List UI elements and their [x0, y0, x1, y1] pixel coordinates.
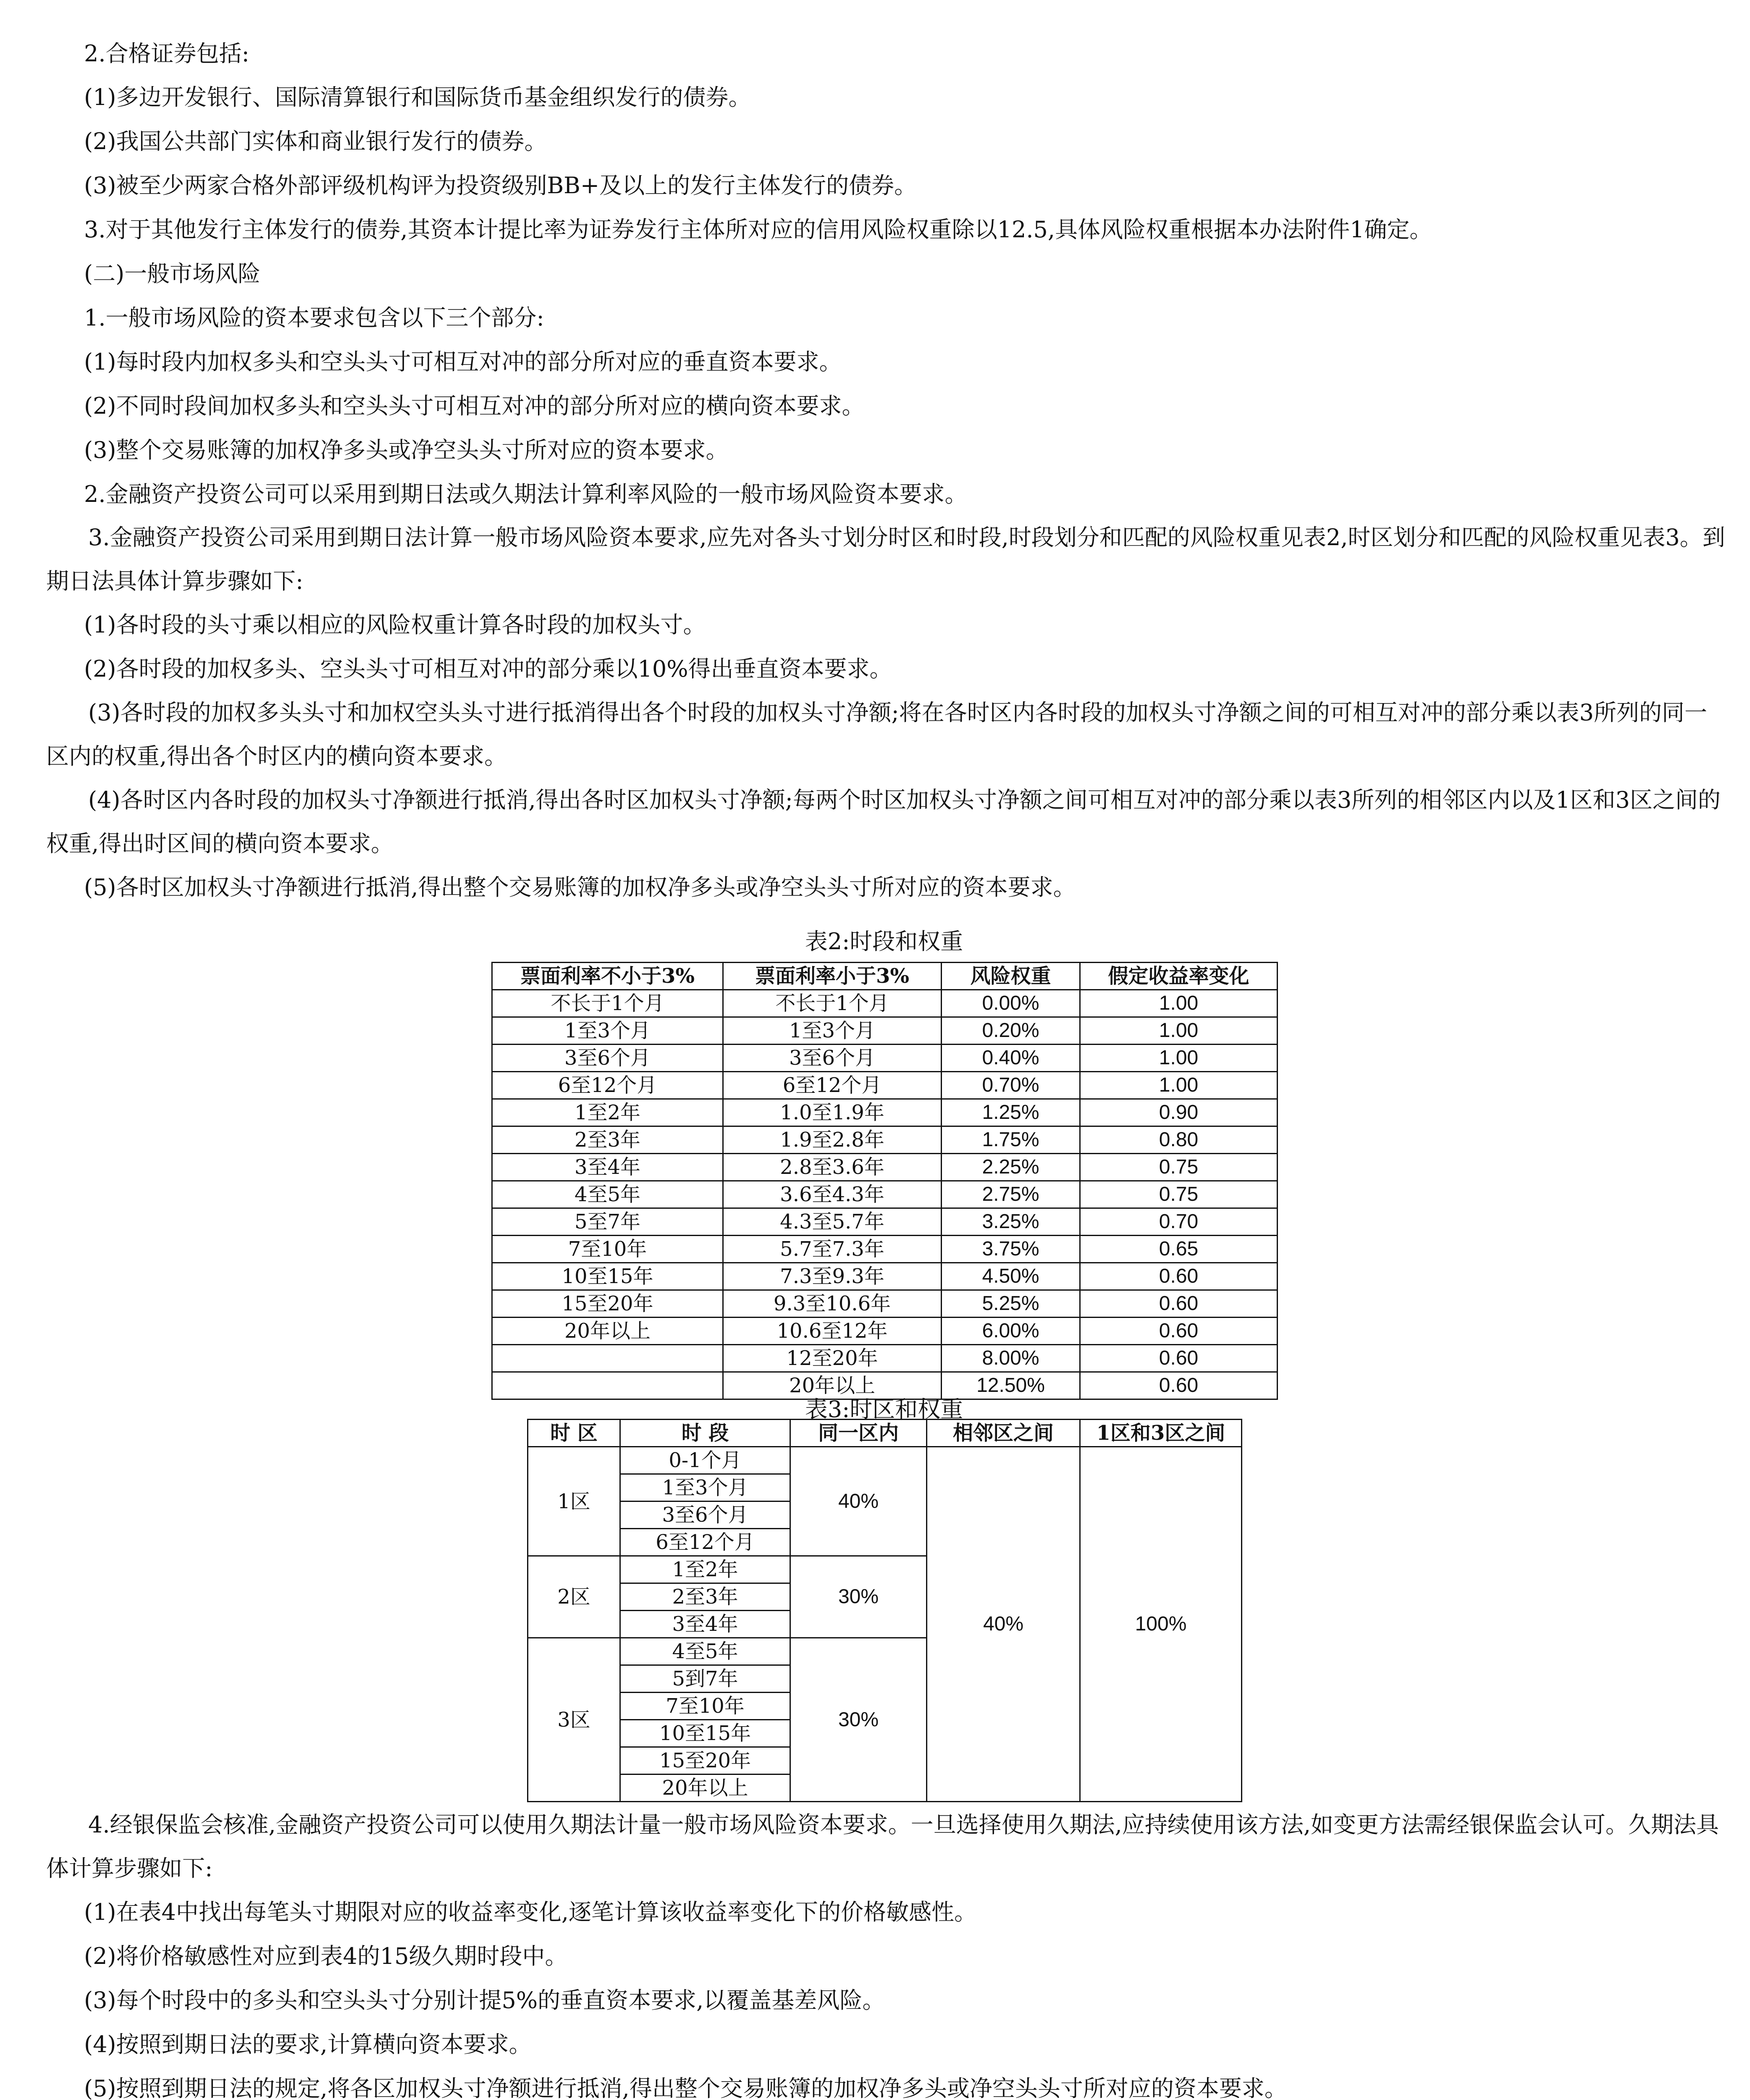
table2 — [491, 962, 1278, 1400]
table-cell — [492, 1372, 723, 1399]
table-cell: 1至3个月 — [492, 1017, 723, 1045]
paragraph: (2)将价格敏感性对应到表4的15级久期时段中。 — [84, 1943, 568, 1969]
table3-header: 1区和3区之间 — [1080, 1420, 1242, 1447]
table-cell: 5.25% — [942, 1290, 1080, 1318]
same-zone-weight: 40% — [790, 1447, 927, 1556]
table-cell: 6.00% — [942, 1318, 1080, 1345]
paragraph: 3.金融资产投资公司采用到期日法计算一般市场风险资本要求,应先对各头寸划分时区和时段,时段划分和匹配的风险权重见表2,时区划分和匹配的风险权重见表3。到期日法具体计算步骤如下: — [46, 524, 1725, 594]
table-cell: 20年以上 — [723, 1372, 942, 1399]
table2-header: 假定收益率变化 — [1080, 963, 1278, 990]
table-cell: 7至10年 — [492, 1236, 723, 1263]
table3-header: 时 段 — [620, 1420, 790, 1447]
table-cell: 9.3至10.6年 — [723, 1290, 942, 1318]
table-cell: 5至7年 — [492, 1208, 723, 1236]
table-cell: 0.60 — [1080, 1318, 1278, 1345]
paragraph: (2)不同时段间加权多头和空头头寸可相互对冲的部分所对应的横向资本要求。 — [84, 393, 865, 419]
table2-header: 票面利率不小于3% — [492, 963, 723, 990]
table-cell: 10至15年 — [492, 1263, 723, 1290]
table-cell: 2.8至3.6年 — [723, 1154, 942, 1181]
period-cell: 1至2年 — [620, 1556, 790, 1583]
table-cell: 0.60 — [1080, 1372, 1278, 1399]
table-row — [528, 1447, 1242, 1474]
table-cell: 1.25% — [942, 1099, 1080, 1126]
table-row — [492, 1345, 1278, 1372]
table-cell: 0.80 — [1080, 1126, 1278, 1154]
table3-header: 同一区内 — [790, 1420, 927, 1447]
table-row — [492, 1290, 1278, 1318]
paragraph: 1.一般市场风险的资本要求包含以下三个部分: — [84, 304, 544, 331]
table-cell: 4至5年 — [492, 1181, 723, 1208]
table-row — [492, 1372, 1278, 1399]
table-cell: 0.60 — [1080, 1263, 1278, 1290]
table3-caption: 表3:时区和权重 — [805, 1396, 963, 1423]
table-cell: 1.00 — [1080, 1072, 1278, 1099]
paragraph: (2)我国公共部门实体和商业银行发行的债券。 — [84, 128, 547, 155]
period-cell: 7至10年 — [620, 1693, 790, 1720]
table-row — [492, 1208, 1278, 1236]
period-cell: 10至15年 — [620, 1720, 790, 1747]
period-cell: 1至3个月 — [620, 1474, 790, 1502]
period-cell: 3至4年 — [620, 1611, 790, 1638]
table2-header-row — [492, 963, 1278, 990]
table-cell: 0.75 — [1080, 1181, 1278, 1208]
paragraph: (1)每时段内加权多头和空头头寸可相互对冲的部分所对应的垂直资本要求。 — [84, 349, 842, 375]
table-cell: 15至20年 — [492, 1290, 723, 1318]
table-cell: 10.6至12年 — [723, 1318, 942, 1345]
table-cell: 3至4年 — [492, 1154, 723, 1181]
period-cell: 15至20年 — [620, 1747, 790, 1774]
table-row — [492, 1072, 1278, 1099]
table-cell: 4.3至5.7年 — [723, 1208, 942, 1236]
paragraph: (1)在表4中找出每笔头寸期限对应的收益率变化,逐笔计算该收益率变化下的价格敏感性。 — [84, 1899, 977, 1925]
table-cell: 0.60 — [1080, 1290, 1278, 1318]
table-cell: 1至3个月 — [723, 1017, 942, 1045]
table-cell: 8.00% — [942, 1345, 1080, 1372]
table-cell: 5.7至7.3年 — [723, 1236, 942, 1263]
table-cell: 4.50% — [942, 1263, 1080, 1290]
paragraph: 2.金融资产投资公司可以采用到期日法或久期法计算利率风险的一般市场风险资本要求。 — [84, 481, 968, 507]
table-cell: 1.00 — [1080, 1017, 1278, 1045]
paragraph: (4)按照到期日法的要求,计算横向资本要求。 — [84, 2031, 532, 2058]
table-cell: 6至12个月 — [492, 1072, 723, 1099]
table-cell: 1.0至1.9年 — [723, 1099, 942, 1126]
paragraph: (5)按照到期日法的规定,将各区加权头寸净额进行抵消,得出整个交易账簿的加权净多头或净空头头寸所对应的资本要求。 — [84, 2075, 1287, 2100]
table-cell: 3至6个月 — [723, 1045, 942, 1072]
table-cell: 0.90 — [1080, 1099, 1278, 1126]
table2-caption: 表2:时段和权重 — [805, 928, 963, 955]
table-cell: 2至3年 — [492, 1126, 723, 1154]
zone-cell: 1区 — [528, 1447, 620, 1556]
period-cell: 20年以上 — [620, 1774, 790, 1802]
zone-cell: 3区 — [528, 1638, 620, 1802]
period-cell: 2至3年 — [620, 1583, 790, 1611]
table3 — [527, 1419, 1242, 1802]
period-cell: 3至6个月 — [620, 1502, 790, 1529]
period-cell: 4至5年 — [620, 1638, 790, 1665]
table-cell: 1.00 — [1080, 1045, 1278, 1072]
table-row — [492, 1126, 1278, 1154]
table-cell: 2.25% — [942, 1154, 1080, 1181]
paragraph: (3)各时段的加权多头头寸和加权空头头寸进行抵消得出各个时段的加权头寸净额;将在各时区内各时段的加权头寸净额之间的可相互对冲的部分乘以表3所列的同一区内的权重,得出各个时区内的横向资本要求。 — [46, 699, 1708, 769]
paragraph: (5)各时区加权头寸净额进行抵消,得出整个交易账簿的加权净多头或净空头头寸所对应的资本要求。 — [84, 874, 1076, 900]
same-zone-weight: 30% — [790, 1638, 927, 1802]
period-cell: 6至12个月 — [620, 1529, 790, 1556]
table-cell: 0.65 — [1080, 1236, 1278, 1263]
zone1-3-weight: 100% — [1080, 1447, 1242, 1802]
table-row — [492, 990, 1278, 1017]
table-cell: 3.25% — [942, 1208, 1080, 1236]
table-cell: 1.75% — [942, 1126, 1080, 1154]
table-cell — [492, 1345, 723, 1372]
table-cell: 2.75% — [942, 1181, 1080, 1208]
table-cell: 不长于1个月 — [492, 990, 723, 1017]
table-row — [492, 1181, 1278, 1208]
paragraph: 3.对于其他发行主体发行的债券,其资本计提比率为证券发行主体所对应的信用风险权重除以12.5,具体风险权重根据本办法附件1确定。 — [84, 216, 1433, 243]
table-cell: 3.6至4.3年 — [723, 1181, 942, 1208]
table-cell: 1.00 — [1080, 990, 1278, 1017]
table-cell: 0.60 — [1080, 1345, 1278, 1372]
same-zone-weight: 30% — [790, 1556, 927, 1638]
adjacent-weight: 40% — [927, 1447, 1080, 1802]
table-row — [492, 1236, 1278, 1263]
paragraph: (3)每个时段中的多头和空头头寸分别计提5%的垂直资本要求,以覆盖基差风险。 — [84, 1987, 885, 2013]
table-row — [492, 1045, 1278, 1072]
table-cell: 12.50% — [942, 1372, 1080, 1399]
table-cell: 7.3至9.3年 — [723, 1263, 942, 1290]
table-cell: 6至12个月 — [723, 1072, 942, 1099]
table-cell: 0.40% — [942, 1045, 1080, 1072]
paragraph: 4.经银保监会核准,金融资产投资公司可以使用久期法计量一般市场风险资本要求。一旦选择使用久期法,应持续使用该方法,如变更方法需经银保监会认可。久期法具体计算步骤如下: — [46, 1811, 1719, 1882]
table-cell: 20年以上 — [492, 1318, 723, 1345]
table-cell: 不长于1个月 — [723, 990, 942, 1017]
table-cell: 12至20年 — [723, 1345, 942, 1372]
zone-cell: 2区 — [528, 1556, 620, 1638]
paragraph: (1)多边开发银行、国际清算银行和国际货币基金组织发行的债券。 — [84, 84, 751, 110]
table-row — [492, 1263, 1278, 1290]
table-row — [492, 1318, 1278, 1345]
table-cell: 0.70% — [942, 1072, 1080, 1099]
paragraph: (1)各时段的头寸乘以相应的风险权重计算各时段的加权头寸。 — [84, 612, 706, 638]
paragraph: 2.合格证券包括: — [84, 40, 249, 67]
table-row — [492, 1154, 1278, 1181]
table-cell: 0.00% — [942, 990, 1080, 1017]
table3-header: 时 区 — [528, 1420, 620, 1447]
period-cell: 5到7年 — [620, 1665, 790, 1693]
paragraph: (3)被至少两家合格外部评级机构评为投资级别BB+及以上的发行主体发行的债券。 — [84, 172, 917, 199]
table-cell: 0.75 — [1080, 1154, 1278, 1181]
table-row — [492, 1017, 1278, 1045]
table-row — [492, 1099, 1278, 1126]
section-heading: (二)一般市场风险 — [84, 260, 261, 287]
table2-header: 风险权重 — [942, 963, 1080, 990]
table-cell: 1.9至2.8年 — [723, 1126, 942, 1154]
table-cell: 3至6个月 — [492, 1045, 723, 1072]
table3-header-row — [528, 1420, 1242, 1447]
paragraph: (3)整个交易账簿的加权净多头或净空头头寸所对应的资本要求。 — [84, 437, 729, 463]
paragraph: (4)各时区内各时段的加权头寸净额进行抵消,得出各时区加权头寸净额;每两个时区加权头寸净额之间可相互对冲的部分乘以表3所列的相邻区内以及1区和3区之间的权重,得出时区间的横向资本要求。 — [46, 787, 1721, 857]
table3-header: 相邻区之间 — [927, 1420, 1080, 1447]
table-cell: 0.70 — [1080, 1208, 1278, 1236]
period-cell: 0-1个月 — [620, 1447, 790, 1474]
table-cell: 3.75% — [942, 1236, 1080, 1263]
table-cell: 0.20% — [942, 1017, 1080, 1045]
paragraph: (2)各时段的加权多头、空头头寸可相互对冲的部分乘以10%得出垂直资本要求。 — [84, 656, 892, 682]
table2-header: 票面利率小于3% — [723, 963, 942, 990]
table-cell: 1至2年 — [492, 1099, 723, 1126]
